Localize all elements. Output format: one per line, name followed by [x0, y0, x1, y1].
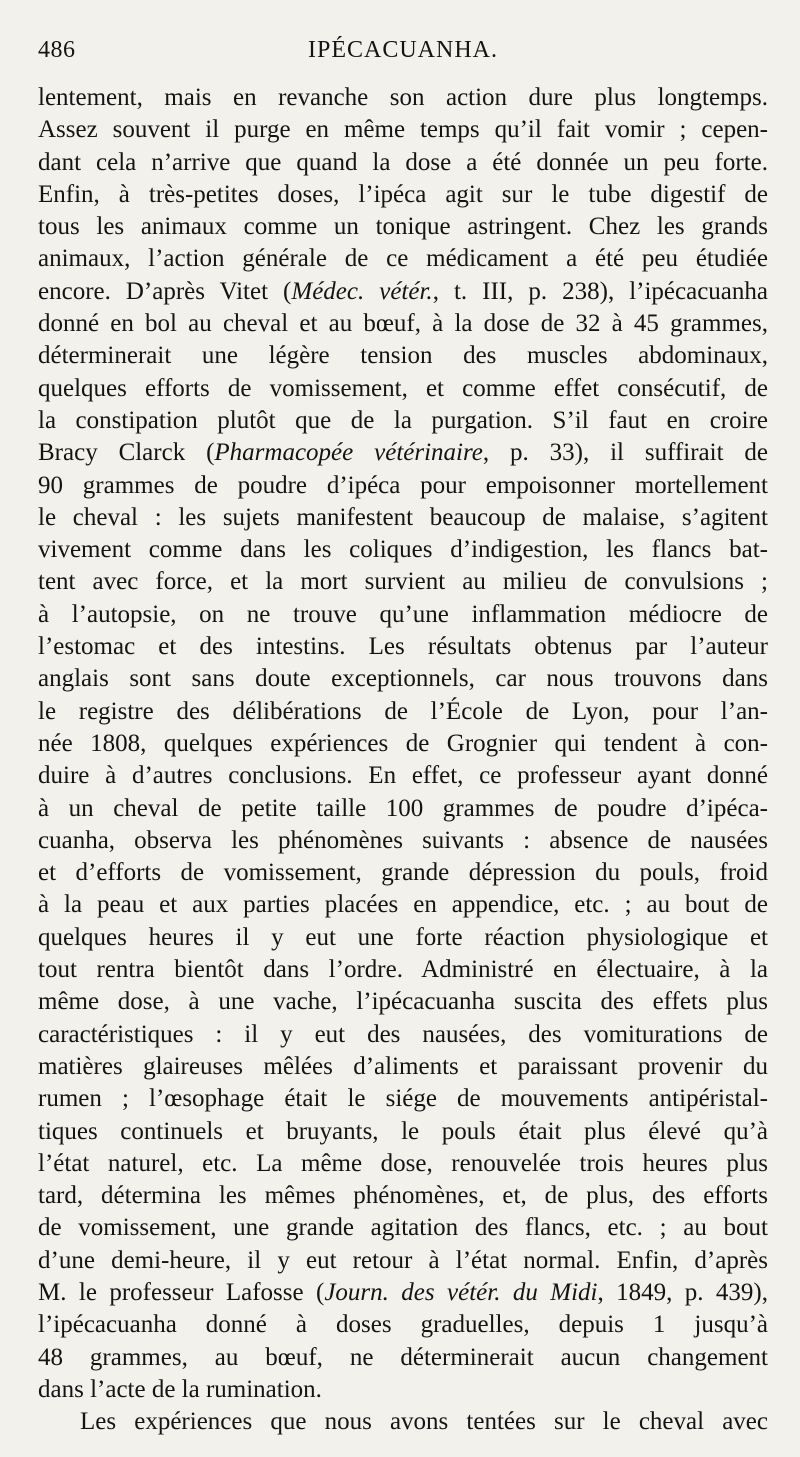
- text-line: l’estomac et des intestins. Les résultats obtenus par l’auteur: [38, 633, 768, 661]
- text-line: le registre des délibérations de l’École de Lyon, pour l’an-: [38, 697, 768, 725]
- text-line: tous les animaux comme un tonique astringent. Chez les grands: [38, 213, 768, 241]
- text-line: rumen ; l’œsophage était le siége de mouvements antipéristal-: [38, 1085, 768, 1113]
- text-line: animaux, l’action générale de ce médicament a été peu étudiée: [38, 245, 768, 273]
- text-line: à un cheval de petite taille 100 grammes de poudre d’ipéca-: [38, 794, 768, 822]
- text-line: née 1808, quelques expériences de Grognier qui tendent à con-: [38, 729, 768, 757]
- text-line: à la peau et aux parties placées en appendice, etc. ; au bout de: [38, 891, 768, 919]
- text-line: Bracy Clarck (Pharmacopée vétérinaire, p. 33), il suffirait de: [38, 439, 768, 467]
- text-line: donné en bol au cheval et au bœuf, à la dose de 32 à 45 grammes,: [38, 310, 768, 338]
- text-line: matières glaireuses mêlées d’aliments et paraissant provenir du: [38, 1052, 768, 1080]
- text-line: dant cela n’arrive que quand la dose a été donnée un peu forte.: [38, 148, 768, 176]
- text-line: M. le professeur Lafosse (Journ. des vétér. du Midi, 1849, p. 439),: [38, 1278, 768, 1306]
- text-line: et d’efforts de vomissement, grande dépression du pouls, froid: [38, 859, 768, 887]
- text-line: tiques continuels et bruyants, le pouls était plus élevé qu’à: [38, 1117, 768, 1145]
- text-line: duire à d’autres conclusions. En effet, ce professeur ayant donné: [38, 762, 768, 790]
- text-line: tout rentra bientôt dans l’ordre. Administré en électuaire, à la: [38, 956, 768, 984]
- text-line: tard, détermina les mêmes phénomènes, et, de plus, des efforts: [38, 1182, 768, 1210]
- text-line: quelques efforts de vomissement, et comme effet consécutif, de: [38, 374, 768, 402]
- text-line: de vomissement, une grande agitation des flancs, etc. ; au bout: [38, 1214, 768, 1242]
- page-header: [38, 30, 768, 70]
- text-line: le cheval : les sujets manifestent beaucoup de malaise, s’agitent: [38, 503, 768, 531]
- text-line: l’ipécacuanha donné à doses graduelles, depuis 1 jusqu’à: [38, 1311, 768, 1339]
- text-line: lentement, mais en revanche son action dure plus longtemps.: [38, 84, 768, 111]
- text-line: quelques heures il y eut une forte réaction physiologique et: [38, 923, 768, 951]
- text-line: caractéristiques : il y eut des nausées, des vomiturations de: [38, 1020, 768, 1048]
- running-title: IPÉCACUANHA.: [307, 37, 498, 63]
- text-line: à l’autopsie, on ne trouve qu’une inflammation médiocre de: [38, 600, 768, 628]
- text-line: Assez souvent il purge en même temps qu’il fait vomir ; cepen-: [38, 116, 768, 144]
- text-line: déterminerait une légère tension des muscles abdominaux,: [38, 342, 768, 370]
- text-line: même dose, à une vache, l’ipécacuanha suscita des effets plus: [38, 988, 768, 1016]
- text-line: 90 grammes de poudre d’ipéca pour empoisonner mortellement: [38, 471, 768, 499]
- text-line: d’une demi-heure, il y eut retour à l’état normal. Enfin, d’après: [38, 1246, 768, 1274]
- text-line: encore. D’après Vitet (Médec. vétér., t. III, p. 238), l’ipécacuanha: [38, 277, 768, 305]
- text-line: vivement comme dans les coliques d’indigestion, les flancs bat-: [38, 536, 768, 564]
- text-line: l’état naturel, etc. La même dose, renouvelée trois heures plus: [38, 1149, 768, 1177]
- text-line: Les expériences que nous avons tentées sur le cheval avec: [80, 1408, 768, 1436]
- text-line: tent avec force, et la mort survient au milieu de convulsions ;: [38, 568, 768, 596]
- text-line: la constipation plutôt que de la purgation. S’il faut en croire: [38, 406, 768, 434]
- body-text: [38, 82, 768, 1438]
- text-line: cuanha, observa les phénomènes suivants : absence de nausées: [38, 826, 768, 854]
- text-line: 48 grammes, au bœuf, ne déterminerait aucun changement: [38, 1343, 768, 1371]
- text-line: Enfin, à très-petites doses, l’ipéca agit sur le tube digestif de: [38, 180, 768, 208]
- text-line: dans l’acte de la rumination.: [38, 1375, 322, 1403]
- page-number: 486: [38, 37, 76, 63]
- text-line: anglais sont sans doute exceptionnels, car nous trouvons dans: [38, 665, 768, 693]
